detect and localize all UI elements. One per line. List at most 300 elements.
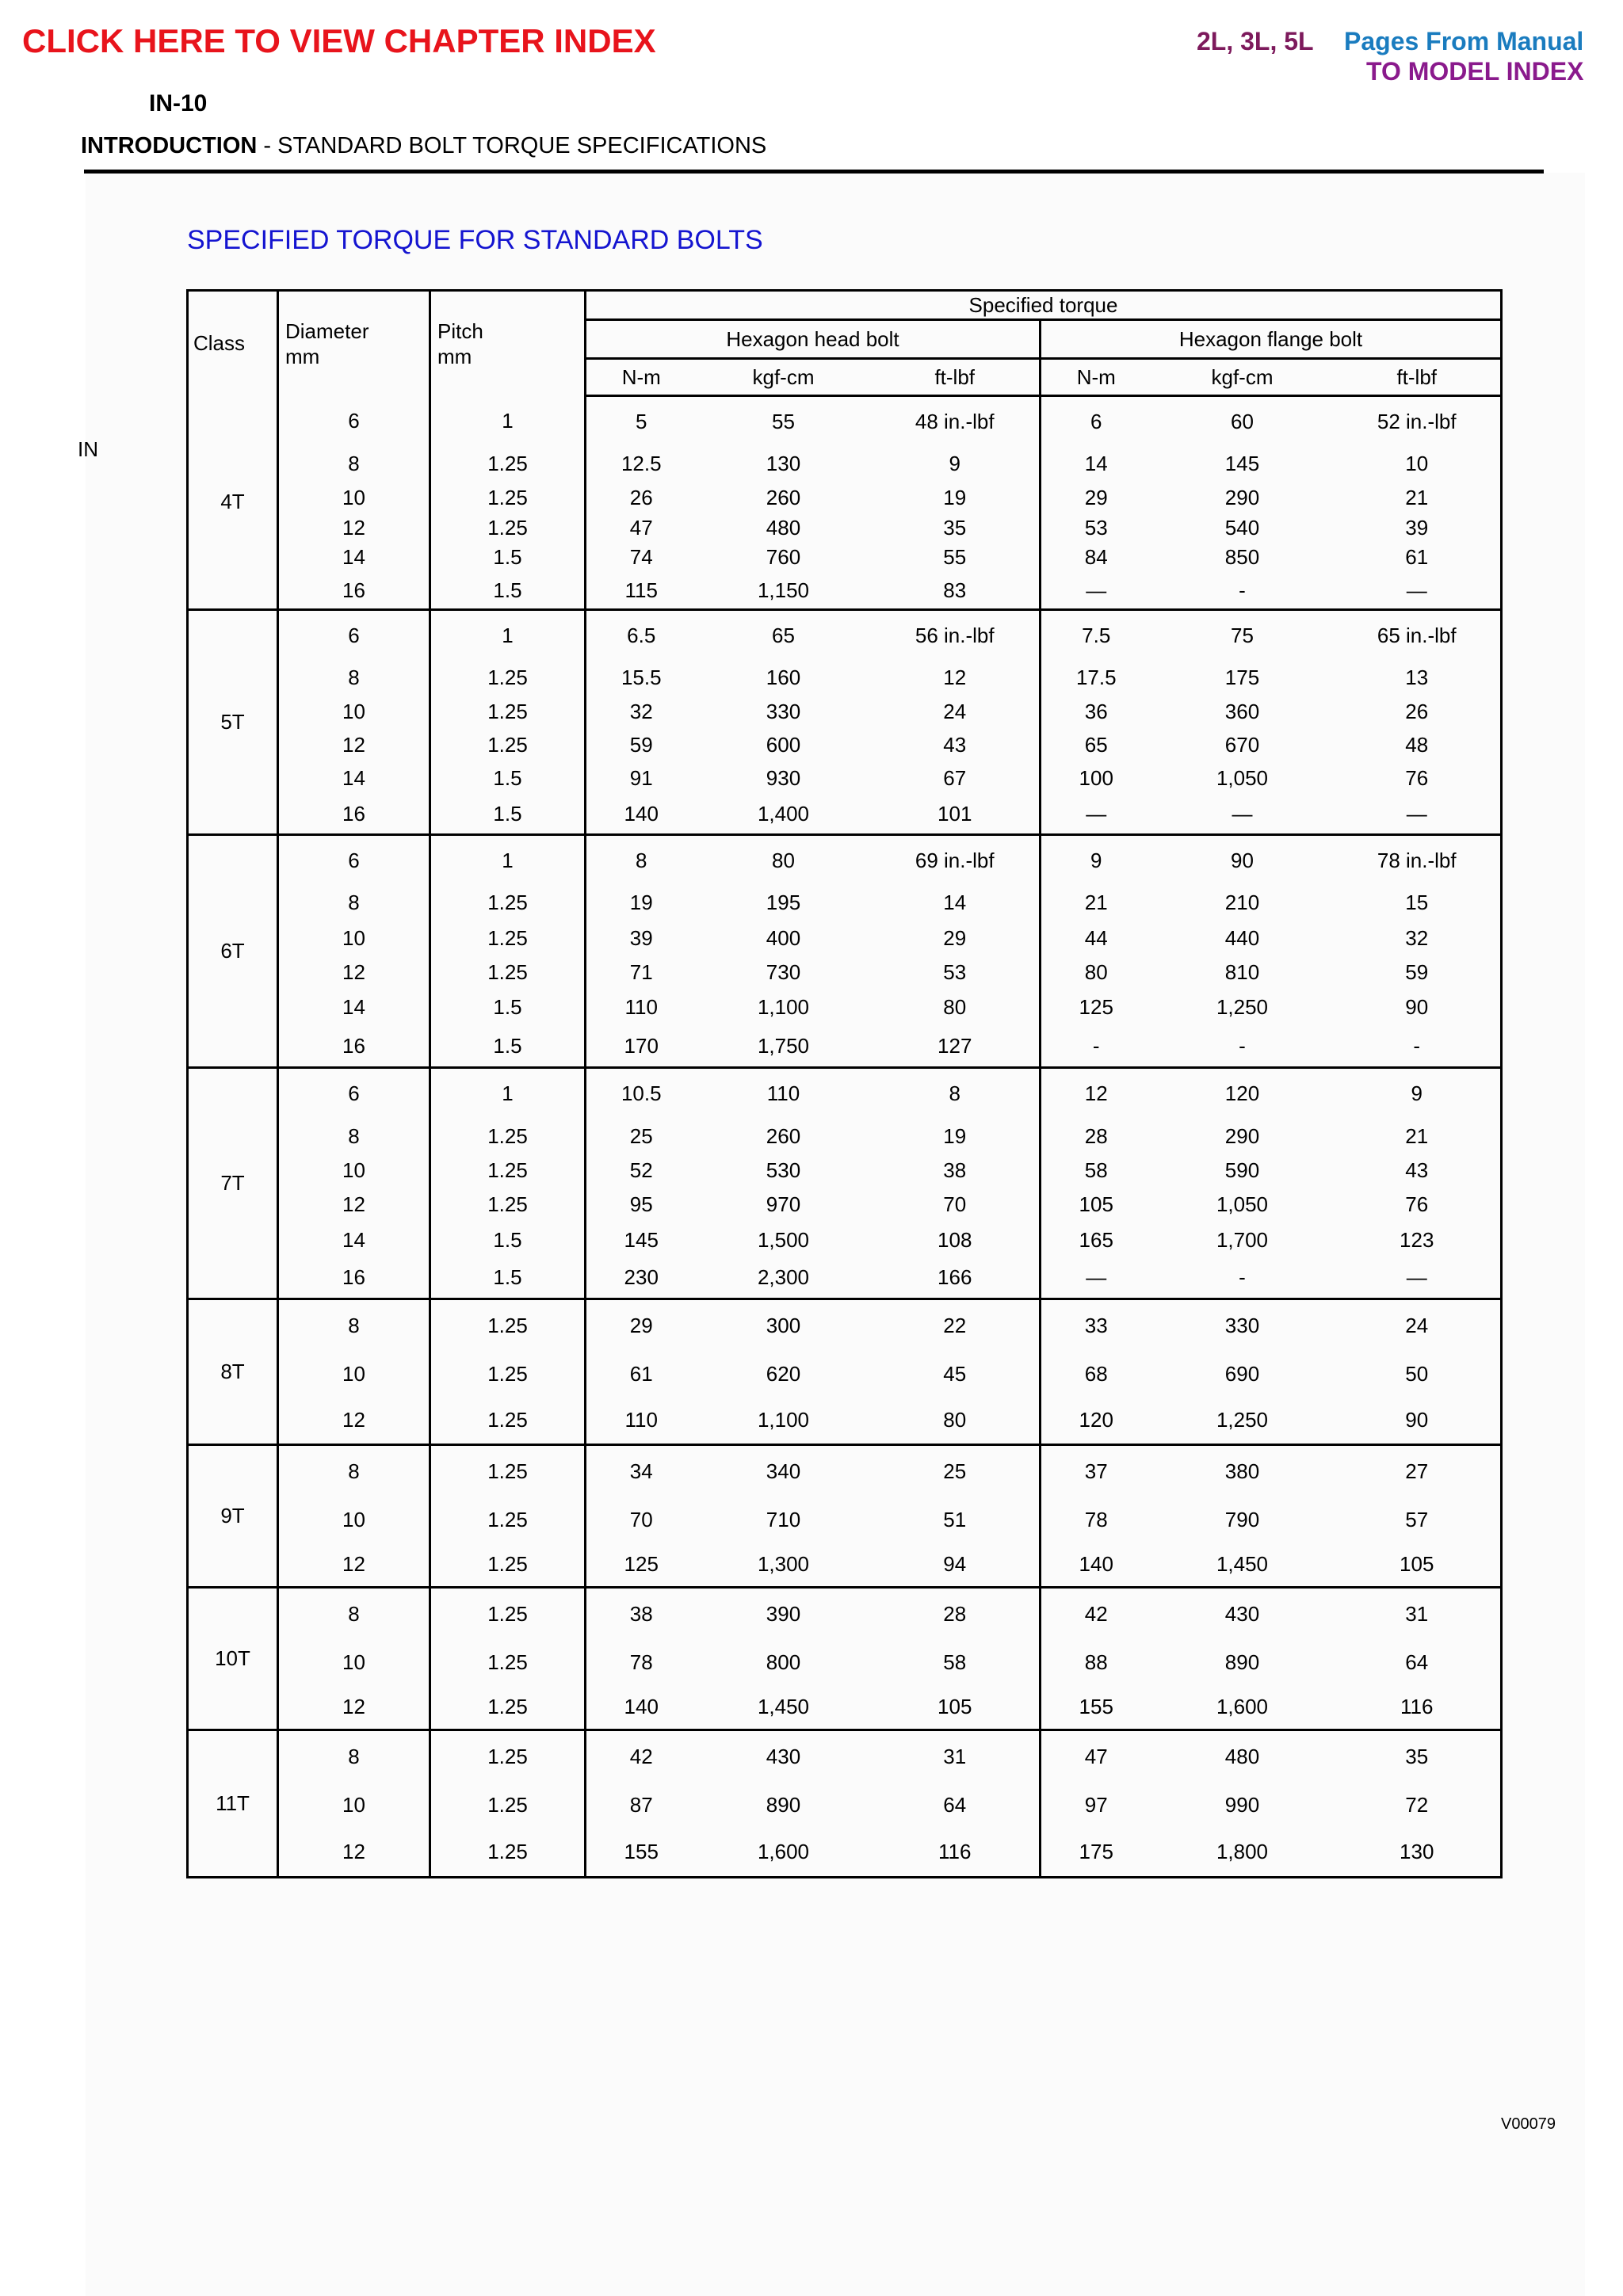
specified-torque-header: Specified torque	[586, 291, 1502, 320]
pitch-cell: 1.25	[430, 1543, 586, 1588]
head-kgfcm-cell: 1,150	[697, 574, 871, 610]
flange-nm-cell: 120	[1041, 1398, 1151, 1445]
head-kgfcm-cell: 130	[766, 452, 801, 475]
table-row	[188, 610, 1502, 661]
head-nm-cell: 34	[586, 1445, 697, 1497]
table-row	[188, 729, 1502, 762]
flange-ftlbf-cell: 116	[1334, 1686, 1502, 1730]
head-ftlbf-cell: 25	[871, 1445, 1041, 1497]
pitch-cell: 1.25	[430, 1829, 586, 1878]
head-ftlbf-cell: 105	[871, 1686, 1041, 1730]
pitch-cell: 1.5	[430, 1258, 586, 1299]
section-header-bold: INTRODUCTION	[81, 133, 258, 158]
head-ftlbf-cell: 29	[871, 921, 1041, 957]
head-ftlbf-cell: 83	[871, 574, 1041, 610]
head-ftlbf-cell: 12	[871, 661, 1041, 696]
flange-nm-cell: 84	[1041, 542, 1151, 574]
flange-kgfcm-cell: 850	[1224, 545, 1260, 569]
flange-kgfcm-cell: 1,600	[1151, 1686, 1334, 1730]
head-kgfcm-cell: 340	[766, 1459, 801, 1483]
flange-kgfcm-cell: 590	[1224, 1158, 1260, 1182]
flange-kgfcm-cell: 1,050	[1216, 1192, 1269, 1216]
flange-kgfcm-cell: -	[1151, 1258, 1334, 1299]
flange-nm-cell: 105	[1041, 1187, 1151, 1223]
diameter-cell: 14	[278, 1223, 430, 1258]
table-row	[188, 1258, 1502, 1299]
diameter-cell: 6	[278, 610, 430, 661]
unit-header: ft-lbf	[871, 359, 1041, 396]
bolt-class-cell: 5T	[188, 610, 278, 835]
head-nm-cell: 87	[586, 1783, 697, 1829]
head-ftlbf-cell: 166	[871, 1258, 1041, 1299]
diameter-cell: 14	[278, 989, 430, 1027]
table-row	[188, 1398, 1502, 1445]
head-ftlbf-cell: 24	[871, 696, 1041, 729]
flange-ftlbf-cell: 123	[1334, 1223, 1502, 1258]
head-kgfcm-cell: 710	[766, 1508, 801, 1531]
flange-kgfcm-cell: 290	[1224, 486, 1260, 509]
flange-kgfcm-cell: 440	[1224, 926, 1260, 950]
head-nm-cell: 145	[586, 1223, 697, 1258]
head-nm-cell: 10.5	[586, 1068, 697, 1119]
flange-nm-cell: —	[1041, 574, 1151, 610]
table-row	[188, 1640, 1502, 1686]
flange-kgfcm-cell: 890	[1224, 1650, 1260, 1674]
diameter-cell: 10	[278, 1155, 430, 1187]
flange-nm-cell: 140	[1041, 1543, 1151, 1588]
pitch-cell: 1.25	[430, 729, 586, 762]
footer-code: V00079	[1501, 2115, 1556, 2133]
flange-kgfcm-cell: 290	[1224, 1124, 1260, 1148]
table-row	[188, 1829, 1502, 1878]
flange-kgfcm-cell: 1,800	[1151, 1829, 1334, 1878]
head-ftlbf-cell: 108	[871, 1223, 1041, 1258]
table-row	[188, 696, 1502, 729]
flange-nm-cell: 125	[1041, 989, 1151, 1027]
head-kgfcm-cell: 930	[766, 766, 801, 790]
head-nm-cell: 61	[586, 1352, 697, 1398]
head-nm-cell: 125	[586, 1543, 697, 1588]
diameter-cell: 10	[278, 696, 430, 729]
table-row	[188, 795, 1502, 835]
flange-kgfcm-cell: 360	[1224, 700, 1260, 723]
pitch-cell: 1.25	[430, 447, 586, 482]
diameter-header	[278, 291, 430, 396]
class-header: Class	[188, 291, 278, 396]
flange-nm-cell: -	[1041, 1027, 1151, 1068]
head-kgfcm-cell: 530	[766, 1158, 801, 1182]
table-row	[188, 447, 1502, 482]
head-kgfcm-cell: 1,300	[697, 1543, 871, 1588]
flange-kgfcm-cell: 60	[1231, 409, 1254, 433]
table-row	[188, 1686, 1502, 1730]
flange-ftlbf-cell: 105	[1334, 1543, 1502, 1588]
head-kgfcm-cell: 1,500	[757, 1228, 810, 1252]
diameter-cell: 6	[278, 835, 430, 886]
head-ftlbf-cell: 70	[871, 1187, 1041, 1223]
flange-ftlbf-cell: —	[1334, 795, 1502, 835]
head-nm-cell: 140	[586, 795, 697, 835]
head-ftlbf-cell: 80	[871, 989, 1041, 1027]
flange-nm-cell: 36	[1041, 696, 1151, 729]
diameter-cell: 10	[278, 1783, 430, 1829]
pitch-cell: 1.5	[430, 989, 586, 1027]
flange-kgfcm-cell: 480	[1224, 1744, 1260, 1768]
head-ftlbf-cell: 56 in.-lbf	[871, 610, 1041, 661]
bolt-class-cell: 8T	[188, 1299, 278, 1445]
diameter-header-unit: mm	[285, 344, 320, 368]
table-row	[188, 661, 1502, 696]
flange-ftlbf-cell: 90	[1334, 989, 1502, 1027]
pitch-cell: 1.5	[430, 1223, 586, 1258]
section-header	[81, 133, 766, 159]
head-ftlbf-cell: 116	[871, 1829, 1041, 1878]
head-ftlbf-cell: 94	[871, 1543, 1041, 1588]
diameter-cell: 10	[278, 1497, 430, 1543]
head-ftlbf-cell: 31	[871, 1730, 1041, 1783]
flange-kgfcm-cell: 210	[1224, 891, 1260, 914]
pitch-header	[430, 291, 586, 396]
table-row	[188, 482, 1502, 515]
table-row	[188, 1027, 1502, 1068]
flange-nm-cell: 44	[1041, 921, 1151, 957]
pitch-cell: 1.25	[430, 482, 586, 515]
head-nm-cell: 32	[586, 696, 697, 729]
section-title: SPECIFIED TORQUE FOR STANDARD BOLTS	[187, 225, 763, 255]
head-ftlbf-cell: 19	[871, 482, 1041, 515]
flange-kgfcm-cell: -	[1151, 1027, 1334, 1068]
flange-ftlbf-cell: —	[1334, 574, 1502, 610]
head-nm-cell: 52	[586, 1155, 697, 1187]
pitch-cell: 1.25	[430, 1187, 586, 1223]
flange-ftlbf-cell: 65 in.-lbf	[1334, 610, 1502, 661]
pitch-cell: 1.25	[430, 1497, 586, 1543]
table-row	[188, 762, 1502, 795]
head-kgfcm-cell: 300	[766, 1313, 801, 1337]
diameter-cell: 16	[278, 795, 430, 835]
flange-nm-cell: 80	[1041, 957, 1151, 989]
table-row	[188, 957, 1502, 989]
side-tab: IN	[78, 437, 98, 461]
flange-nm-cell: 65	[1041, 729, 1151, 762]
unit-header: kgf-cm	[1151, 359, 1334, 396]
flange-nm-cell: 165	[1041, 1223, 1151, 1258]
flange-ftlbf-cell: 39	[1334, 515, 1502, 542]
torque-table-body	[188, 396, 1502, 1878]
head-ftlbf-cell: 9	[871, 447, 1041, 482]
head-kgfcm-cell: 430	[766, 1744, 801, 1768]
head-kgfcm-cell: 390	[766, 1601, 801, 1626]
head-nm-cell: 15.5	[586, 661, 697, 696]
head-nm-cell: 110	[586, 1398, 697, 1445]
model-index-link[interactable]: TO MODEL INDEX	[1366, 57, 1584, 86]
flange-kgfcm-cell: 75	[1231, 623, 1254, 647]
flange-ftlbf-cell: 43	[1334, 1155, 1502, 1187]
flange-ftlbf-cell: 32	[1334, 921, 1502, 957]
flange-ftlbf-cell: 48	[1334, 729, 1502, 762]
pitch-cell: 1.25	[430, 1398, 586, 1445]
head-nm-cell: 6.5	[586, 610, 697, 661]
pitch-cell: 1.25	[430, 515, 586, 542]
head-kgfcm-cell: 260	[766, 486, 801, 509]
flange-ftlbf-cell: 26	[1334, 696, 1502, 729]
flange-nm-cell: 17.5	[1041, 661, 1151, 696]
diameter-cell: 16	[278, 1027, 430, 1068]
pitch-cell: 1.25	[430, 1299, 586, 1352]
pitch-cell: 1.25	[430, 661, 586, 696]
flange-ftlbf-cell: 27	[1334, 1445, 1502, 1497]
head-kgfcm-cell: 970	[766, 1192, 801, 1216]
head-ftlbf-cell: 69 in.-lbf	[871, 835, 1041, 886]
flange-kgfcm-cell: 790	[1224, 1508, 1260, 1531]
unit-header: ft-lbf	[1334, 359, 1502, 396]
flange-ftlbf-cell: 21	[1334, 1119, 1502, 1155]
flange-nm-cell: 6	[1041, 396, 1151, 447]
flange-kgfcm-cell: 430	[1224, 1601, 1260, 1626]
head-ftlbf-cell: 64	[871, 1783, 1041, 1829]
flange-ftlbf-cell: 50	[1334, 1352, 1502, 1398]
pitch-cell: 1.25	[430, 921, 586, 957]
head-nm-cell: 8	[586, 835, 697, 886]
diameter-cell: 12	[278, 1543, 430, 1588]
flange-ftlbf-cell: 130	[1334, 1829, 1502, 1878]
head-ftlbf-cell: 127	[871, 1027, 1041, 1068]
diameter-cell: 12	[278, 1187, 430, 1223]
head-kgfcm-cell: 260	[766, 1124, 801, 1148]
diameter-cell: 12	[278, 515, 430, 542]
head-ftlbf-cell: 51	[871, 1497, 1041, 1543]
flange-ftlbf-cell: 64	[1334, 1640, 1502, 1686]
flange-ftlbf-cell: 31	[1334, 1588, 1502, 1640]
diameter-cell: 14	[278, 762, 430, 795]
head-ftlbf-cell: 14	[871, 886, 1041, 921]
table-row	[188, 1299, 1502, 1352]
head-ftlbf-cell: 67	[871, 762, 1041, 795]
flange-ftlbf-cell: 57	[1334, 1497, 1502, 1543]
unit-header: N-m	[1041, 359, 1151, 396]
flange-ftlbf-cell: 72	[1334, 1783, 1502, 1829]
flange-ftlbf-cell: 13	[1334, 661, 1502, 696]
head-nm-cell: 110	[586, 989, 697, 1027]
head-ftlbf-cell: 8	[871, 1068, 1041, 1119]
table-row	[188, 396, 1502, 447]
flange-ftlbf-cell: 90	[1334, 1398, 1502, 1445]
flange-ftlbf-cell: 24	[1334, 1299, 1502, 1352]
header-rule	[84, 170, 1544, 174]
head-kgfcm-cell: 1,100	[697, 1398, 871, 1445]
table-row	[188, 1445, 1502, 1497]
head-kgfcm-cell: 600	[766, 733, 801, 757]
diameter-cell: 10	[278, 921, 430, 957]
flange-kgfcm-cell: 145	[1224, 452, 1260, 475]
head-nm-cell: 78	[586, 1640, 697, 1686]
flange-kgfcm-cell: 330	[1224, 1313, 1260, 1337]
head-nm-cell: 170	[586, 1027, 697, 1068]
table-row	[188, 1187, 1502, 1223]
head-nm-cell: 42	[586, 1730, 697, 1783]
flange-ftlbf-cell: 61	[1334, 542, 1502, 574]
model-list-label: 2L, 3L, 5L	[1197, 27, 1314, 55]
pitch-cell: 1.5	[430, 574, 586, 610]
flange-ftlbf-cell: 35	[1334, 1730, 1502, 1783]
pitch-cell: 1.25	[430, 1640, 586, 1686]
head-ftlbf-cell: 55	[871, 542, 1041, 574]
head-kgfcm-cell: 730	[766, 960, 801, 984]
head-kgfcm-cell: 195	[766, 891, 801, 914]
pitch-cell: 1.25	[430, 1588, 586, 1640]
diameter-cell: 6	[278, 396, 430, 447]
pitch-cell: 1.25	[430, 957, 586, 989]
head-ftlbf-cell: 101	[871, 795, 1041, 835]
pitch-cell: 1.25	[430, 1783, 586, 1829]
table-row	[188, 1497, 1502, 1543]
table-row	[188, 515, 1502, 542]
head-ftlbf-cell: 80	[871, 1398, 1041, 1445]
unit-header: kgf-cm	[697, 359, 871, 396]
pitch-header-unit: mm	[437, 344, 472, 368]
table-row	[188, 1068, 1502, 1119]
diameter-cell: 8	[278, 1299, 430, 1352]
head-kgfcm-cell: 480	[766, 516, 801, 540]
torque-table	[186, 289, 1503, 1878]
pages-from-manual-link[interactable]: Pages From Manual	[1344, 27, 1584, 55]
diameter-cell: 8	[278, 661, 430, 696]
pitch-cell: 1.5	[430, 1027, 586, 1068]
table-row	[188, 835, 1502, 886]
flange-nm-cell: —	[1041, 795, 1151, 835]
flange-nm-cell: 88	[1041, 1640, 1151, 1686]
head-nm-cell: 95	[586, 1187, 697, 1223]
flange-nm-cell: 100	[1041, 762, 1151, 795]
diameter-cell: 6	[278, 1068, 430, 1119]
table-row	[188, 1352, 1502, 1398]
flange-ftlbf-cell: -	[1334, 1027, 1502, 1068]
head-nm-cell: 25	[586, 1119, 697, 1155]
bolt-class-cell: 4T	[188, 396, 278, 610]
diameter-header-label: Diameter	[285, 318, 369, 343]
flange-nm-cell: 97	[1041, 1783, 1151, 1829]
flange-ftlbf-cell: 76	[1334, 762, 1502, 795]
flange-kgfcm-cell: 90	[1231, 848, 1254, 872]
pitch-cell: 1.25	[430, 1445, 586, 1497]
head-nm-cell: 74	[586, 542, 697, 574]
bolt-class-cell: 9T	[188, 1445, 278, 1588]
table-row	[188, 574, 1502, 610]
head-nm-cell: 140	[586, 1686, 697, 1730]
flange-kgfcm-cell: 990	[1224, 1793, 1260, 1817]
flange-kgfcm-cell: 380	[1224, 1459, 1260, 1483]
table-row	[188, 1119, 1502, 1155]
flange-kgfcm-cell: 1,250	[1216, 995, 1269, 1019]
flange-ftlbf-cell: 15	[1334, 886, 1502, 921]
diameter-cell: 10	[278, 1640, 430, 1686]
flange-nm-cell: 47	[1041, 1730, 1151, 1783]
head-ftlbf-cell: 22	[871, 1299, 1041, 1352]
diameter-cell: 14	[278, 542, 430, 574]
flange-kgfcm-cell: 1,450	[1151, 1543, 1334, 1588]
diameter-cell: 12	[278, 1829, 430, 1878]
flange-nm-cell: 33	[1041, 1299, 1151, 1352]
flange-kgfcm-cell: 175	[1224, 666, 1260, 689]
head-ftlbf-cell: 28	[871, 1588, 1041, 1640]
head-nm-cell: 39	[586, 921, 697, 957]
diameter-cell: 8	[278, 447, 430, 482]
head-kgfcm-cell: 890	[766, 1793, 801, 1817]
diameter-cell: 12	[278, 1398, 430, 1445]
flange-kgfcm-cell: 120	[1224, 1081, 1260, 1105]
unit-header: N-m	[586, 359, 697, 396]
flange-ftlbf-cell: 59	[1334, 957, 1502, 989]
diameter-cell: 16	[278, 1258, 430, 1299]
head-nm-cell: 115	[586, 574, 697, 610]
flange-nm-cell: 53	[1041, 515, 1151, 542]
flange-nm-cell: 14	[1041, 447, 1151, 482]
flange-nm-cell: 9	[1041, 835, 1151, 886]
diameter-cell: 8	[278, 1730, 430, 1783]
head-kgfcm-cell: 1,600	[697, 1829, 871, 1878]
pitch-cell: 1	[430, 1068, 586, 1119]
pitch-cell: 1.5	[430, 762, 586, 795]
hex-flange-header: Hexagon flange bolt	[1041, 320, 1502, 359]
flange-nm-cell: 78	[1041, 1497, 1151, 1543]
head-nm-cell: 70	[586, 1497, 697, 1543]
head-kgfcm-cell: 1,750	[697, 1027, 871, 1068]
pitch-cell: 1.25	[430, 1352, 586, 1398]
pitch-cell: 1	[430, 610, 586, 661]
flange-nm-cell: 37	[1041, 1445, 1151, 1497]
pitch-cell: 1	[430, 835, 586, 886]
pitch-cell: 1.25	[430, 886, 586, 921]
head-nm-cell: 26	[586, 482, 697, 515]
head-kgfcm-cell: 760	[766, 545, 801, 569]
head-ftlbf-cell: 48 in.-lbf	[871, 396, 1041, 447]
head-ftlbf-cell: 38	[871, 1155, 1041, 1187]
head-nm-cell: 230	[586, 1258, 697, 1299]
head-nm-cell: 38	[586, 1588, 697, 1640]
flange-kgfcm-cell: 1,250	[1151, 1398, 1334, 1445]
flange-ftlbf-cell: 78 in.-lbf	[1334, 835, 1502, 886]
flange-nm-cell: 12	[1041, 1068, 1151, 1119]
pitch-cell: 1.25	[430, 1686, 586, 1730]
diameter-cell: 12	[278, 957, 430, 989]
flange-nm-cell: 68	[1041, 1352, 1151, 1398]
head-kgfcm-cell: 80	[772, 848, 795, 872]
pitch-cell: 1.25	[430, 1730, 586, 1783]
head-kgfcm-cell: 2,300	[697, 1258, 871, 1299]
page-number: IN-10	[149, 90, 208, 116]
flange-kgfcm-cell: -	[1151, 574, 1334, 610]
head-ftlbf-cell: 45	[871, 1352, 1041, 1398]
flange-ftlbf-cell: —	[1334, 1258, 1502, 1299]
head-kgfcm-cell: 400	[766, 926, 801, 950]
head-nm-cell: 29	[586, 1299, 697, 1352]
chapter-index-link[interactable]: CLICK HERE TO VIEW CHAPTER INDEX	[22, 22, 656, 59]
flange-kgfcm-cell: 670	[1224, 733, 1260, 757]
head-ftlbf-cell: 58	[871, 1640, 1041, 1686]
flange-nm-cell: 28	[1041, 1119, 1151, 1155]
flange-kgfcm-cell: 1,700	[1216, 1228, 1269, 1252]
table-row	[188, 1730, 1502, 1783]
flange-kgfcm-cell: —	[1151, 795, 1334, 835]
head-ftlbf-cell: 35	[871, 515, 1041, 542]
flange-kgfcm-cell: 690	[1224, 1362, 1260, 1386]
bolt-class-cell: 7T	[188, 1068, 278, 1299]
head-kgfcm-cell: 1,100	[757, 995, 810, 1019]
head-nm-cell: 91	[586, 762, 697, 795]
flange-kgfcm-cell: 540	[1224, 516, 1260, 540]
head-nm-cell: 19	[586, 886, 697, 921]
diameter-cell: 8	[278, 1119, 430, 1155]
